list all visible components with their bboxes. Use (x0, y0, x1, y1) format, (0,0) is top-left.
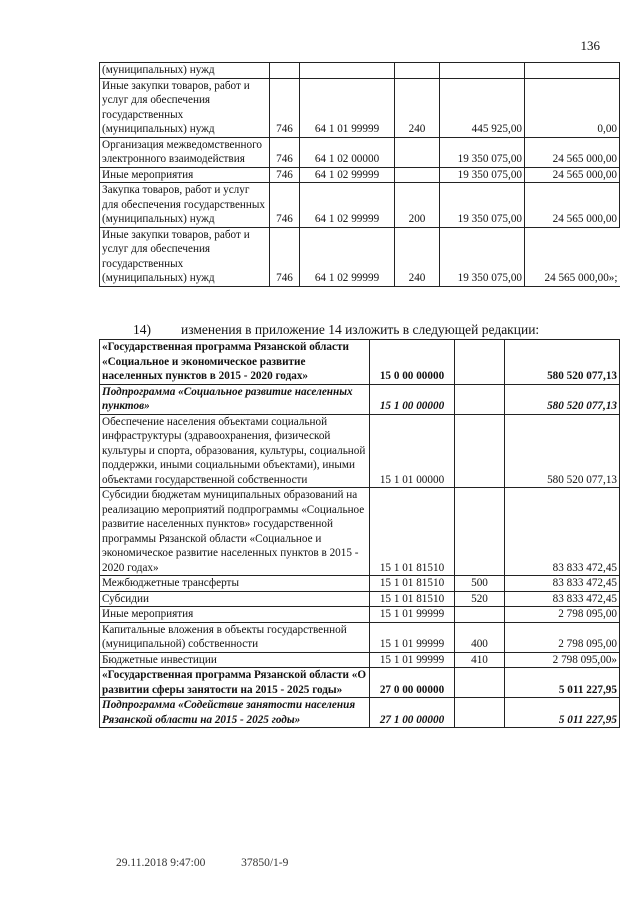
table-row (100, 63, 620, 79)
row-amount-2019 (440, 63, 525, 79)
row-ministry-code: 746 (270, 167, 300, 183)
row-target-code: 64 1 01 99999 (300, 78, 395, 137)
row-target-code: 15 1 00 00000 (370, 384, 455, 414)
row-target-code: 64 1 02 00000 (300, 137, 395, 167)
row-amount: 2 798 095,00» (505, 652, 620, 668)
row-target-code: 15 1 01 00000 (370, 414, 455, 488)
row-amount: 83 833 472,45 (505, 488, 620, 576)
row-name: Иные закупки товаров, работ и услуг для обеспечения государственных (муниципальных) нужд (100, 78, 270, 137)
row-amount-2020: 24 565 000,00 (525, 137, 620, 167)
row-name: Обеспечение населения объектами социальной инфраструктуры (здравоохранения, физической культуры и спорта, образования, культуры, социальной поддержки, иными социальными объектами), иными объектами государственной собственности (100, 414, 370, 488)
row-amount-2019: 19 350 075,00 (440, 227, 525, 286)
row-name: Бюджетные инвестиции (100, 652, 370, 668)
row-target-code: 15 1 01 81510 (370, 488, 455, 576)
row-name: «Государственная программа Рязанской области «Социальное и экономическое развитие населенных пунктов в 2015 - 2020 годах» (100, 340, 370, 385)
row-target-code: 64 1 02 99999 (300, 227, 395, 286)
table-row (100, 652, 620, 668)
row-amount: 2 798 095,00 (505, 607, 620, 623)
table-row (100, 591, 620, 607)
row-amount: 2 798 095,00 (505, 622, 620, 652)
table-row (100, 227, 620, 286)
row-target-code: 15 1 01 99999 (370, 607, 455, 623)
row-ministry-code: 746 (270, 227, 300, 286)
footer-timestamp: 29.11.2018 9:47:00 (116, 857, 206, 869)
row-amount-2019: 19 350 075,00 (440, 167, 525, 183)
row-expense-type: 200 (395, 183, 440, 228)
page-number: 136 (580, 38, 600, 53)
table-row (100, 622, 620, 652)
table-row (100, 384, 620, 414)
table-row (100, 183, 620, 228)
row-ministry-code: 746 (270, 78, 300, 137)
amendment-instruction (133, 322, 539, 338)
row-name: Иные мероприятия (100, 167, 270, 183)
row-expense-type: 400 (455, 622, 505, 652)
row-name: Субсидии бюджетам муниципальных образований на реализацию мероприятий подпрограммы «Социальное развитие населенных пунктов» государственной программы Рязанской области «Социальное и экономическое развитие населенных пунктов в 2015 - 2020 годах» (100, 488, 370, 576)
footer-doc-id: 37850/1-9 (241, 857, 289, 869)
row-expense-type (455, 668, 505, 698)
row-name: Закупка товаров, работ и услуг для обеспечения государственных (муниципальных) нужд (100, 183, 270, 228)
budget-table-continued (99, 62, 620, 287)
row-expense-type (455, 488, 505, 576)
row-name: Субсидии (100, 591, 370, 607)
row-target-code: 27 1 00 00000 (370, 698, 455, 728)
row-name: Межбюджетные трансферты (100, 576, 370, 592)
row-expense-type: 520 (455, 591, 505, 607)
row-expense-type (455, 414, 505, 488)
row-amount-2020: 24 565 000,00»; (525, 227, 620, 286)
row-name: Иные мероприятия (100, 607, 370, 623)
row-name: «Государственная программа Рязанской области «О развитии сферы занятости на 2015 - 2025 годы» (100, 668, 370, 698)
appendix-14-table (99, 339, 620, 728)
row-amount-2020: 24 565 000,00 (525, 167, 620, 183)
row-target-code: 15 1 01 81510 (370, 576, 455, 592)
row-amount: 83 833 472,45 (505, 591, 620, 607)
row-expense-type (395, 63, 440, 79)
row-ministry-code (270, 63, 300, 79)
row-ministry-code: 746 (270, 183, 300, 228)
row-amount: 580 520 077,13 (505, 414, 620, 488)
row-target-code: 15 0 00 00000 (370, 340, 455, 385)
table-row (100, 414, 620, 488)
row-target-code: 27 0 00 00000 (370, 668, 455, 698)
row-expense-type: 500 (455, 576, 505, 592)
table-row (100, 137, 620, 167)
row-target-code: 15 1 01 99999 (370, 622, 455, 652)
row-target-code (300, 63, 395, 79)
row-amount: 5 011 227,95 (505, 668, 620, 698)
row-expense-type: 410 (455, 652, 505, 668)
row-expense-type (455, 340, 505, 385)
row-amount-2020 (525, 63, 620, 79)
row-ministry-code: 746 (270, 137, 300, 167)
row-target-code: 15 1 01 81510 (370, 591, 455, 607)
row-expense-type: 240 (395, 78, 440, 137)
row-expense-type (455, 384, 505, 414)
row-amount-2020: 24 565 000,00 (525, 183, 620, 228)
row-target-code: 64 1 02 99999 (300, 167, 395, 183)
row-expense-type (455, 607, 505, 623)
table-row (100, 167, 620, 183)
row-expense-type (395, 167, 440, 183)
row-name: (муниципальных) нужд (100, 63, 270, 79)
row-amount: 83 833 472,45 (505, 576, 620, 592)
table-row (100, 340, 620, 385)
row-expense-type: 240 (395, 227, 440, 286)
row-name: Подпрограмма «Социальное развитие населенных пунктов» (100, 384, 370, 414)
table-row (100, 668, 620, 698)
row-expense-type (395, 137, 440, 167)
row-amount: 580 520 077,13 (505, 384, 620, 414)
table-row (100, 576, 620, 592)
row-target-code: 64 1 02 99999 (300, 183, 395, 228)
row-name: Организация межведомственного электронного взаимодействия (100, 137, 270, 167)
row-name: Иные закупки товаров, работ и услуг для обеспечения государственных (муниципальных) нужд (100, 227, 270, 286)
row-amount-2020: 0,00 (525, 78, 620, 137)
table-row (100, 488, 620, 576)
row-amount-2019: 445 925,00 (440, 78, 525, 137)
row-amount: 5 011 227,95 (505, 698, 620, 728)
row-name: Капитальные вложения в объекты государственной (муниципальной) собственности (100, 622, 370, 652)
row-name: Подпрограмма «Содействие занятости населения Рязанской области на 2015 - 2025 годы» (100, 698, 370, 728)
row-amount-2019: 19 350 075,00 (440, 137, 525, 167)
footer (116, 857, 288, 869)
row-target-code: 15 1 01 99999 (370, 652, 455, 668)
table-row (100, 78, 620, 137)
instruction-text: изменения в приложение 14 изложить в следующей редакции: (181, 322, 540, 337)
table-row (100, 698, 620, 728)
table-row (100, 607, 620, 623)
row-amount: 580 520 077,13 (505, 340, 620, 385)
row-amount-2019: 19 350 075,00 (440, 183, 525, 228)
row-expense-type (455, 698, 505, 728)
instruction-number: 14) (133, 322, 151, 337)
